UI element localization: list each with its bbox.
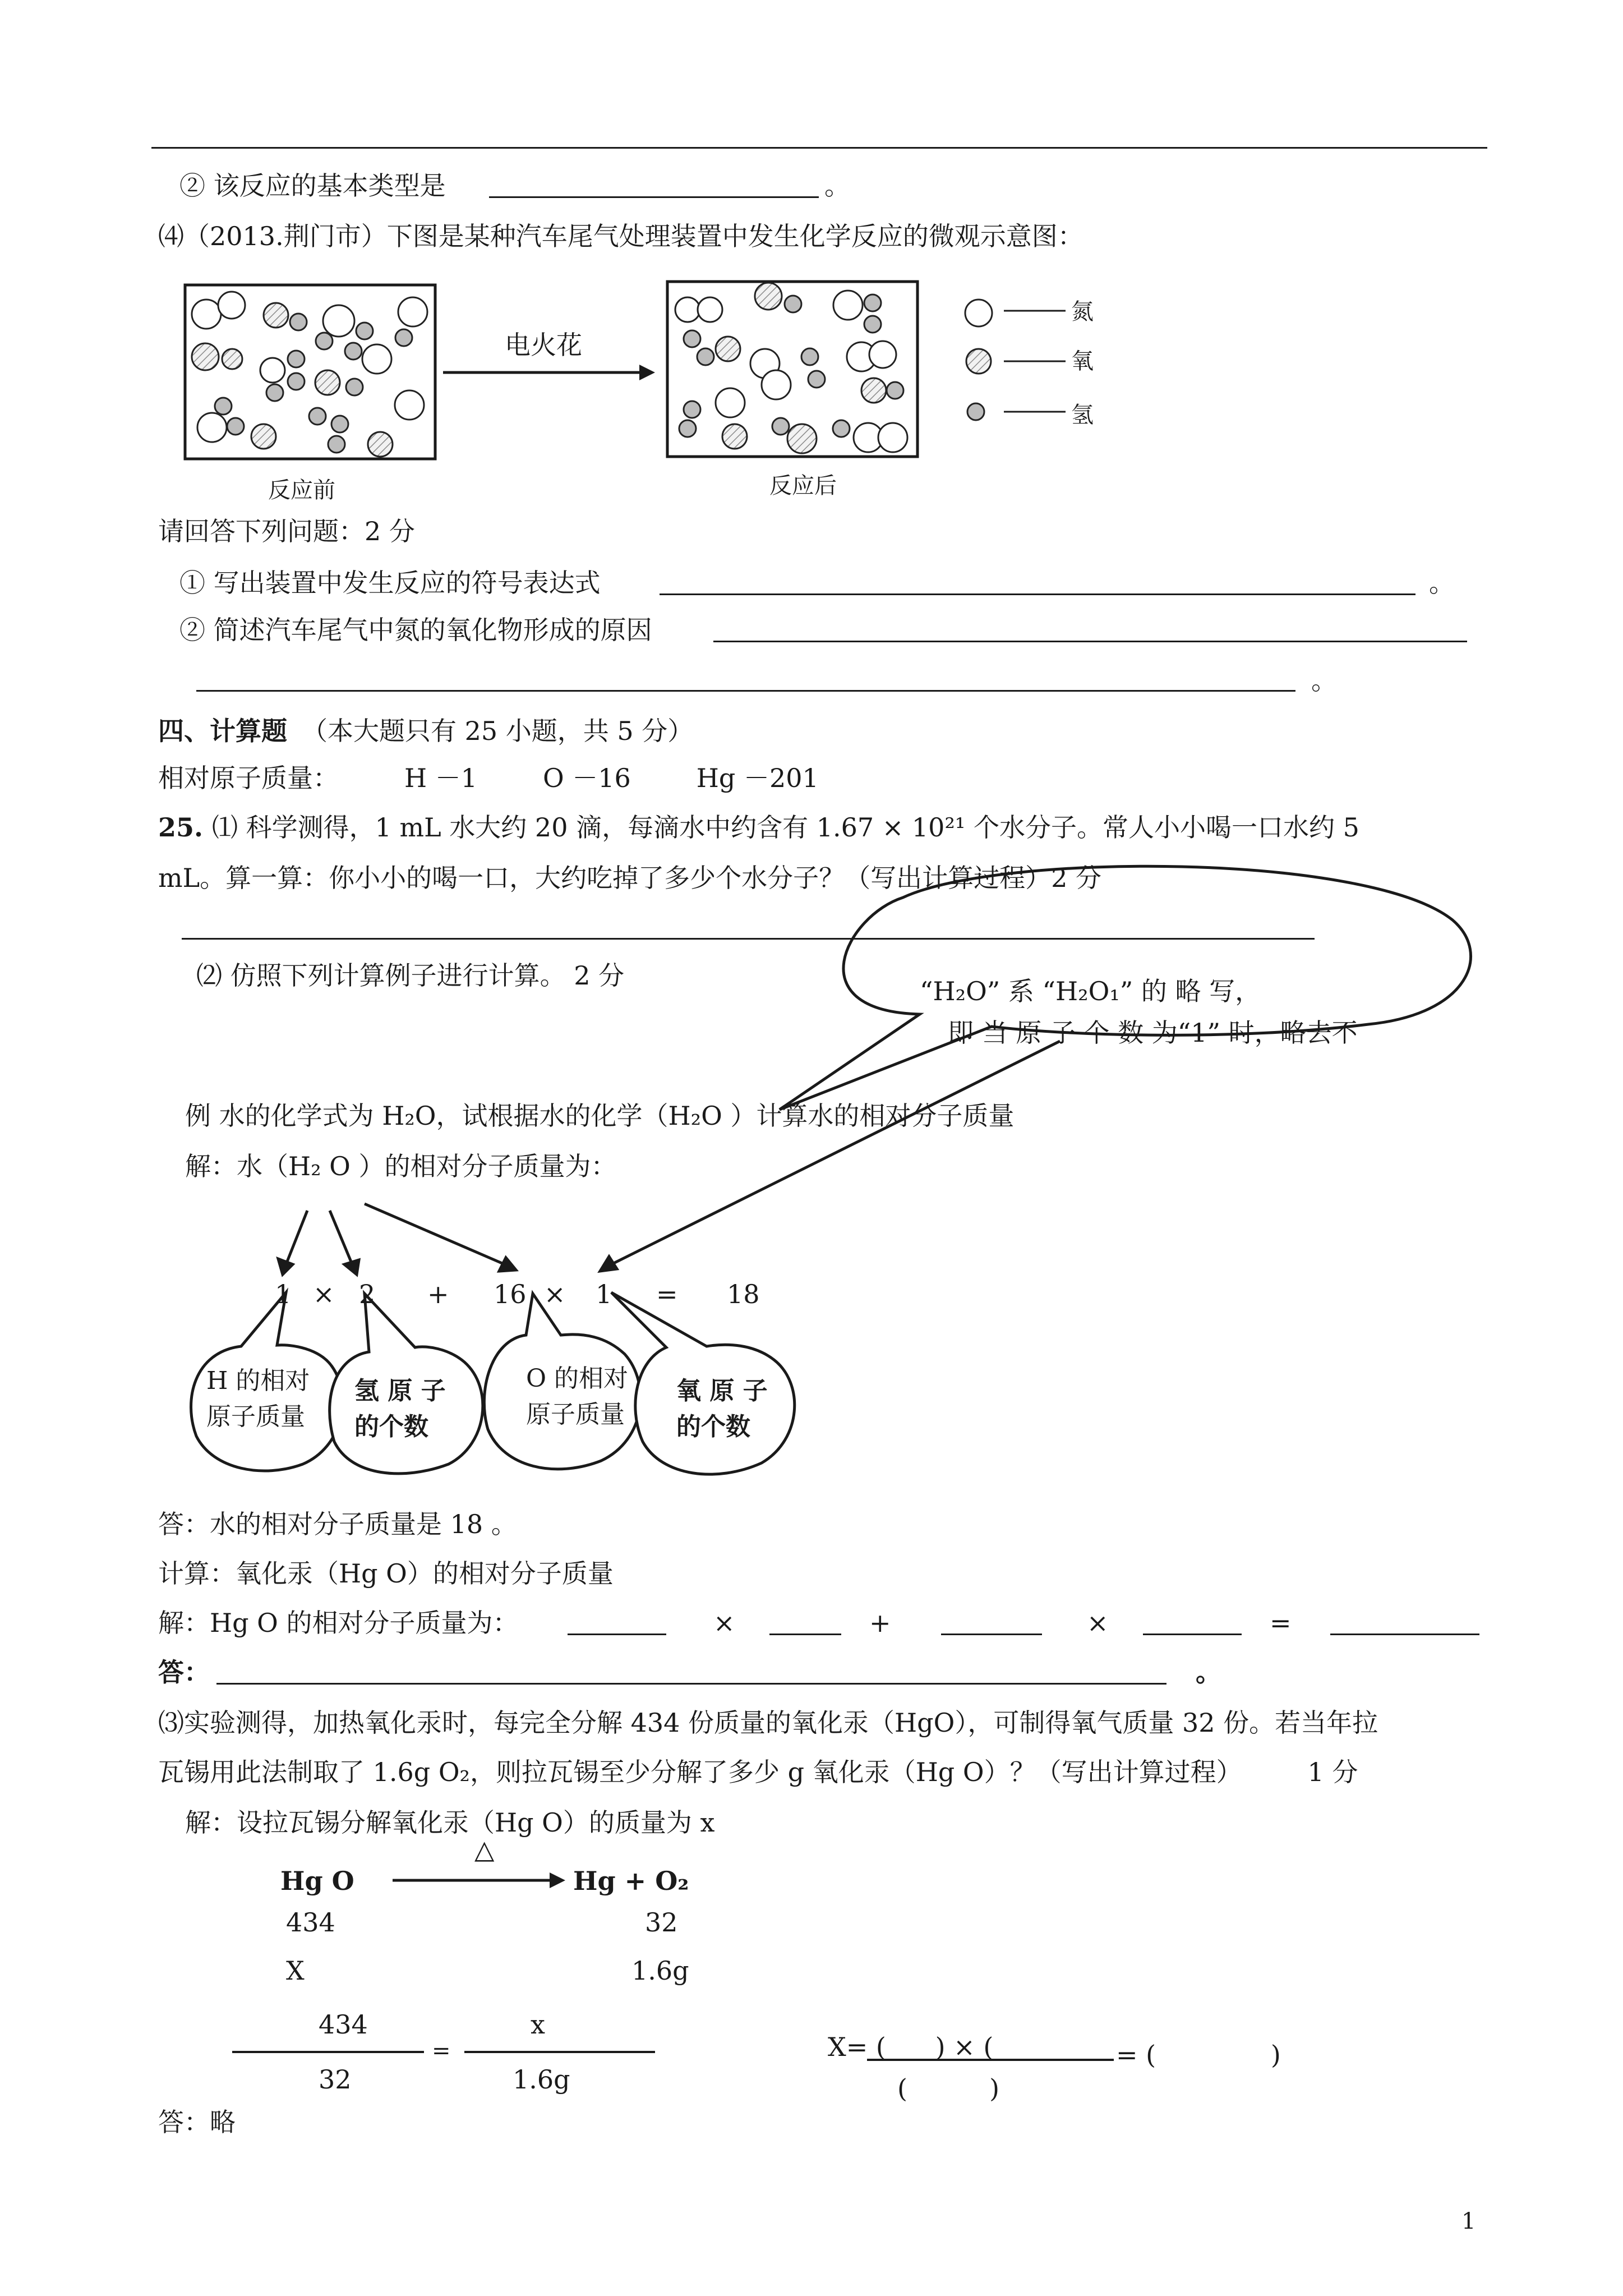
arrow-label: 电火花 xyxy=(505,330,582,360)
task-op-times-1: × xyxy=(713,1608,735,1638)
q4-item2-blank-b[interactable] xyxy=(196,690,1295,692)
eq-x: X xyxy=(286,1955,305,1986)
legend-nitrogen-icon xyxy=(965,300,992,326)
eq-products: Hg + O₂ xyxy=(573,1866,689,1896)
q4-item1-end: 。 xyxy=(1429,568,1455,598)
q4-item2: ② 简述汽车尾气中氮的氧化物形成的原因 xyxy=(179,615,652,645)
x-expression: X= ( ) × ( xyxy=(828,2032,994,2062)
legend-nitrogen: 氮 xyxy=(1071,299,1094,325)
calc-term-equals: = xyxy=(656,1279,678,1309)
eq-reactant: Hg O xyxy=(280,1866,354,1896)
example-solution: 解：水（H₂ O ）的相对分子质量为： xyxy=(185,1151,617,1181)
calc-term-times-1: × xyxy=(313,1279,335,1309)
section4-title-note: （本大题只有 25 小题，共 5 分） xyxy=(302,716,694,746)
q4-item1-blank[interactable] xyxy=(660,593,1415,595)
page-number: 1 xyxy=(1461,2208,1476,2234)
task-blank-5[interactable] xyxy=(1330,1634,1479,1635)
after-label: 反应后 xyxy=(769,473,837,499)
calc-term-1: 1 xyxy=(275,1279,292,1309)
bubble-line2: 即 当 原 子 个 数 为“1” 时，略去不 xyxy=(948,1018,1358,1048)
task-answer-end: 。 xyxy=(1196,1657,1221,1687)
task-answer-blank[interactable] xyxy=(216,1683,1166,1685)
section4-title: 四、计算题 xyxy=(158,716,287,746)
task-answer-label: 答： xyxy=(158,1657,210,1687)
q4-prompt: 请回答下列问题：2 分 xyxy=(158,516,415,546)
task-op-plus: + xyxy=(869,1608,891,1638)
calc-term-16: 16 xyxy=(494,1279,527,1309)
ratio-left-num: 434 xyxy=(319,2009,368,2040)
task-blank-3[interactable] xyxy=(941,1634,1042,1635)
ratio-equals: = xyxy=(432,2038,451,2064)
q3-item2-end: 。 xyxy=(824,171,850,201)
callout-o-count-text: 氧 原 子 的个数 xyxy=(676,1377,768,1441)
callout-o-mass-text: O 的相对 原子质量 xyxy=(526,1364,629,1429)
x-result: = ( ) xyxy=(1116,2040,1281,2070)
task-solution: 解：Hg O 的相对分子质量为： xyxy=(158,1608,519,1638)
calc-term-2: 2 xyxy=(359,1279,376,1309)
example-line: 例 水的化学式为 H₂O，试根据水的化学（H₂O ）计算水的相对分子质量 xyxy=(185,1101,1015,1131)
legend-hydrogen-icon xyxy=(967,403,984,420)
calc-term-plus: + xyxy=(427,1279,449,1309)
q25-p3-solution: 解：设拉瓦锡分解氧化汞（Hg O）的质量为 x xyxy=(185,1807,715,1838)
task-line: 计算：氧化汞（Hg O）的相对分子质量 xyxy=(158,1558,614,1589)
calc-term-times-2: × xyxy=(544,1279,566,1309)
q4-item1: ① 写出装置中发生反应的符号表达式 xyxy=(179,568,601,598)
callout-h-mass-text: H 的相对 原子质量 xyxy=(206,1366,310,1431)
ratio-left-den: 32 xyxy=(319,2064,352,2095)
eq-m1: 434 xyxy=(286,1907,335,1938)
q4-item2-blank-a[interactable] xyxy=(713,641,1467,642)
q25-p1-blank[interactable] xyxy=(182,938,1315,940)
q25-number: 25. xyxy=(158,812,204,843)
eq-m2: 32 xyxy=(645,1907,678,1938)
atomic-masses: 相对原子质量： H －1 O －16 Hg －201 xyxy=(158,763,819,793)
legend-hydrogen: 氢 xyxy=(1071,402,1094,428)
q25-p3-line2: 瓦锡用此法制取了 1.6g O₂，则拉瓦锡至少分解了多少 g 氧化汞（Hg O）？（写出计算过程） 1 分 xyxy=(158,1757,1358,1787)
eq-condition: △ xyxy=(474,1834,495,1865)
q25-p3-line1: ⑶实验测得，加热氧化汞时，每完全分解 434 份质量的氧化汞（HgO），可制得氧气质量 32 份。若当年拉 xyxy=(158,1708,1378,1738)
eq-g: 1.6g xyxy=(631,1955,689,1986)
q25-p1-line2: mL。算一算：你小小的喝一口，大约吃掉了多少个水分子？（写出计算过程）2 分 xyxy=(158,863,1102,893)
task-op-equals: = xyxy=(1270,1608,1292,1638)
x-denominator: ( ) xyxy=(897,2073,1000,2104)
q4-title: ⑷（2013.荆门市）下图是某种汽车尾气处理装置中发生化学反应的微观示意图： xyxy=(158,221,1083,251)
q25-p2-title: ⑵ 仿照下列计算例子进行计算。 2 分 xyxy=(196,960,625,991)
ratio-right-num: x xyxy=(531,2009,545,2040)
ratio-right-den: 1.6g xyxy=(513,2064,570,2095)
task-blank-1[interactable] xyxy=(568,1634,666,1635)
calc-term-1b: 1 xyxy=(596,1279,612,1309)
calc-term-18: 18 xyxy=(727,1279,760,1309)
task-blank-4[interactable] xyxy=(1143,1634,1242,1635)
bubble-line1: “H₂O” 系 “H₂O₁” 的 略 写， xyxy=(920,976,1261,1006)
task-op-times-2: × xyxy=(1087,1608,1109,1638)
example-answer: 答：水的相对分子质量是 18 。 xyxy=(158,1509,517,1539)
q25-p1-line1: ⑴ 科学测得，1 mL 水大约 20 滴，每滴水中约含有 1.67 × 10²¹ 个水分子。常人小小喝一口水约 5 xyxy=(212,812,1359,843)
before-label: 反应前 xyxy=(268,477,335,503)
q3-item2: ② 该反应的基本类型是 xyxy=(179,171,446,201)
legend-oxygen: 氧 xyxy=(1071,348,1094,374)
callout-h-count-text: 氢 原 子 的个数 xyxy=(354,1377,446,1441)
legend-oxygen-icon xyxy=(966,349,991,374)
q4-item2-end: 。 xyxy=(1311,665,1337,696)
final-answer: 答：略 xyxy=(158,2107,236,2137)
task-blank-2[interactable] xyxy=(769,1634,841,1635)
